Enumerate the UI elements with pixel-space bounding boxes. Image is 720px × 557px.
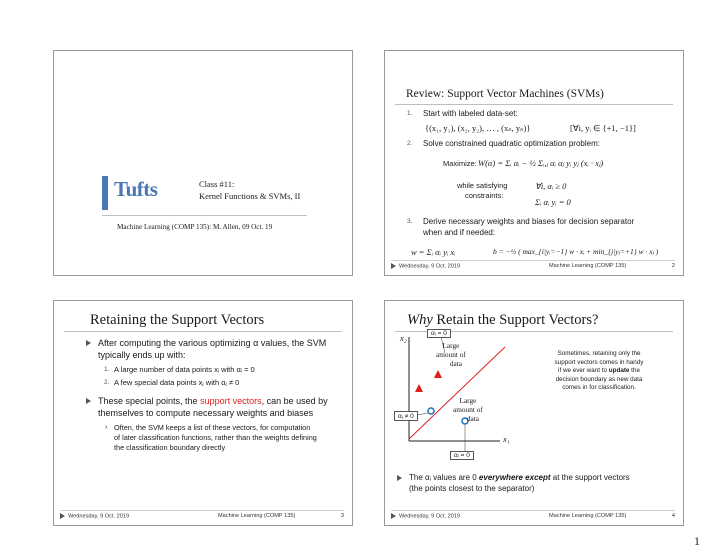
bullet-text: at the support vectors: [550, 473, 630, 482]
note-text: support vectors comes in handy: [554, 358, 644, 366]
data-label-text: amount of: [436, 350, 466, 359]
bullet-text: The αᵢ values are 0: [409, 473, 479, 482]
step-number: 2.: [407, 140, 413, 147]
sub-bullet-text: the classification boundary directly: [114, 443, 226, 452]
slide-footer: [391, 513, 675, 522]
bullet-text: After computing the various optimizing α values, the SVM: [98, 338, 327, 348]
data-label: [453, 396, 483, 423]
bullet-arrow-icon: [397, 475, 402, 481]
bullet-arrow-icon: [86, 398, 91, 404]
support-vector-triangle: [415, 384, 423, 392]
item-number: 2.: [104, 379, 110, 386]
note-text: Sometimes, retaining only the: [557, 350, 641, 357]
sub-bullet-text: Often, the SVM keeps a list of these vectors, for computation: [114, 423, 311, 432]
footer-arrow-icon: [391, 263, 396, 269]
data-label-text: Large: [442, 341, 460, 350]
red-triangle: [434, 370, 442, 378]
step-text: Derive necessary weights and biases for decision separator: [423, 217, 635, 226]
weight-formula: w = Σᵢ αᵢ yᵢ xᵢ: [411, 247, 456, 257]
constraint-formula: Σᵢ αᵢ yᵢ = 0: [535, 197, 571, 207]
step-number: 1.: [407, 110, 413, 117]
bullet-text: typically ends up with:: [98, 350, 186, 360]
note-emphasis: update: [608, 367, 630, 375]
slide-1: [53, 50, 353, 276]
note-text: decision boundary as new data: [555, 375, 643, 383]
title-rule: [395, 104, 673, 105]
slide-title: Review: Support Vector Machines (SVMs): [406, 88, 604, 100]
bullet: [409, 472, 679, 494]
bullet-arrow-icon: [86, 340, 91, 346]
step-text: Solve constrained quadratic optimization problem:: [423, 139, 600, 148]
slide-2: [384, 50, 684, 276]
step-text: when and if needed:: [423, 228, 496, 237]
alpha-nonzero-label: αⱼ ≠ 0: [394, 411, 418, 421]
footer-page: 2: [671, 263, 675, 269]
sub-bullet-marker: ›: [105, 424, 108, 431]
title-rule: [64, 331, 342, 332]
data-label-text: Large: [459, 396, 477, 405]
footer-course: Machine Learning (COMP 135): [549, 263, 627, 269]
bullet-text: , can be used by: [261, 396, 328, 406]
constraint-label: constraints:: [465, 191, 504, 200]
note-text: if we ever want to: [558, 367, 609, 375]
footer-arrow-icon: [60, 513, 65, 519]
footer-arrow-icon: [391, 513, 396, 519]
footer-page: 4: [671, 513, 675, 519]
bullet-text: These special points, the: [98, 396, 201, 406]
footer-page: 3: [340, 513, 344, 519]
dataset-formula: {(x₁, y₁), (x₂, y₂), … , (xₙ, yₙ)}: [425, 123, 531, 133]
step-text: Start with labeled data-set:: [423, 109, 518, 118]
tufts-logo: Tufts: [114, 177, 158, 201]
logo-bar: [102, 176, 108, 210]
axis-label-x1: x₁: [503, 434, 510, 444]
constraint-label: while satisfying: [457, 181, 508, 190]
slide-title: Retaining the Support Vectors: [90, 312, 265, 328]
note-text: comes in for classification.: [562, 384, 636, 392]
side-note: [524, 350, 674, 393]
slide-footer: [391, 263, 675, 272]
course-line: Machine Learning (COMP 135): M. Allen, 09 Oct. 19: [117, 223, 273, 231]
bullet: [98, 395, 353, 419]
footer-date: Wednesday, 9 Oct. 2019: [399, 513, 461, 520]
divider: [102, 215, 307, 216]
title-emphasis: Why: [407, 312, 433, 328]
sub-bullet: [105, 423, 344, 453]
footer-course: Machine Learning (COMP 135): [549, 513, 627, 519]
note-text: the: [629, 367, 640, 375]
constraint-formula: ∀i, αᵢ ≥ 0: [535, 181, 567, 191]
bullet: [98, 337, 353, 361]
objective-formula: W(α) = Σᵢ αᵢ − ½ Σᵢ,ⱼ αᵢ αⱼ yᵢ yⱼ (xᵢ · xⱼ): [478, 158, 604, 168]
page-number: 1: [694, 534, 700, 548]
item-number: 1.: [104, 366, 110, 373]
sub-bullet-text: of later classification functions, rather than the weights defining: [114, 433, 317, 442]
step-number: 3.: [407, 218, 413, 225]
slide-3: [53, 300, 353, 526]
alpha-zero-label: αᵢ = 0: [450, 451, 474, 460]
bullet-emphasis: everywhere except: [478, 473, 551, 482]
title-text: Retain the Support Vectors?: [432, 312, 599, 328]
label-formula: [∀i, yᵢ ∈ {+1, −1}]: [570, 123, 636, 133]
alpha-zero-label: αᵢ = 0: [427, 329, 451, 338]
data-label-text: data: [466, 414, 479, 423]
slide-4: [384, 300, 684, 526]
lecture-topic: Kernel Functions & SVMs, II: [199, 191, 301, 201]
bias-formula: b = −½ ( max_{i|yᵢ=−1} w · xᵢ + min_{j|yⱼ=+1} w · xⱼ ): [493, 247, 659, 256]
data-label: [436, 341, 466, 368]
footer-course: Machine Learning (COMP 135): [218, 513, 296, 519]
bullet-text: themselves to compute necessary weights and biases: [98, 408, 314, 418]
data-label-text: data: [449, 359, 462, 368]
footer-date: Wednesday, 9 Oct. 2019: [399, 263, 461, 270]
slide-footer: [60, 513, 344, 522]
axis-label-x2: x₂: [400, 333, 407, 343]
item-text: A few special data points xⱼ with αⱼ ≠ 0: [114, 378, 240, 387]
maximize-label: Maximize:: [443, 159, 477, 168]
bullet-text: (the points closest to the separator): [409, 484, 535, 493]
data-label-text: amount of: [453, 405, 483, 414]
item-text: A large number of data points xᵢ with αᵢ = 0: [114, 365, 255, 374]
class-number: Class #11:: [199, 179, 235, 189]
footer-date: Wednesday, 9 Oct. 2019: [68, 513, 130, 520]
support-vector-circle: [428, 408, 434, 414]
support-vectors-term: support vectors: [200, 396, 262, 406]
